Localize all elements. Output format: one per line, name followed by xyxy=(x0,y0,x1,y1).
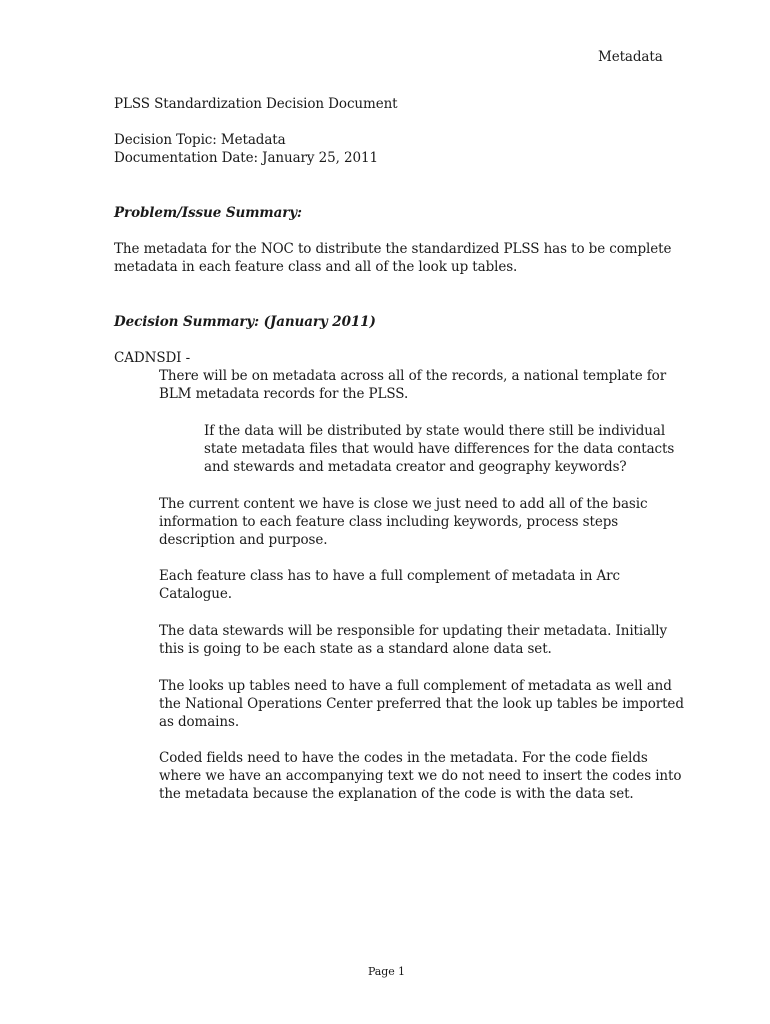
decision-paragraph-1 xyxy=(159,367,666,403)
decision-paragraph-6 xyxy=(159,749,681,804)
paragraph-line: The current content we have is close we just need to add all of the basic xyxy=(159,496,648,512)
paragraph-line: description and purpose. xyxy=(159,532,328,549)
paragraph-line: state metadata files that would have differences for the data contacts xyxy=(204,441,675,458)
problem-paragraph xyxy=(114,240,671,276)
paragraph-line: where we have an accompanying text we do not need to insert the codes into xyxy=(159,768,682,785)
document-title: PLSS Standardization Decision Document xyxy=(114,96,398,112)
documentation-date: Documentation Date: January 25, 2011 xyxy=(114,150,378,166)
problem-heading: Problem/Issue Summary: xyxy=(114,205,302,221)
decision-topic: Decision Topic: Metadata xyxy=(114,132,286,148)
paragraph-line: If the data will be distributed by state would there still be individual xyxy=(204,423,666,439)
paragraph-line: BLM metadata records for the PLSS. xyxy=(159,386,409,403)
paragraph-line: the National Operations Center preferred that the look up tables be imported xyxy=(159,696,684,713)
paragraph-line: information to each feature class including keywords, process steps xyxy=(159,514,619,531)
decision-paragraph-3 xyxy=(159,567,620,603)
paragraph-line: The metadata for the NOC to distribute the standardized PLSS has to be complete xyxy=(114,241,672,257)
paragraph-line: Coded fields need to have the codes in the metadata. For the code fields xyxy=(159,750,648,766)
org-label: CADNSDI - xyxy=(114,350,191,366)
decision-subparagraph xyxy=(204,422,674,477)
paragraph-line: The looks up tables need to have a full complement of metadata as well and xyxy=(159,678,672,694)
decision-paragraph-5 xyxy=(159,677,684,732)
paragraph-line: this is going to be each state as a standard alone data set. xyxy=(159,641,552,658)
paragraph-line: as domains. xyxy=(159,714,240,731)
paragraph-line: The data stewards will be responsible for updating their metadata. Initially xyxy=(159,623,667,639)
paragraph-line: There will be on metadata across all of the records, a national template for xyxy=(159,368,667,384)
decision-heading: Decision Summary: (January 2011) xyxy=(114,314,376,330)
page-number: Page 1 xyxy=(368,965,405,978)
decision-paragraph-2 xyxy=(159,495,647,550)
paragraph-line: the metadata because the explanation of the code is with the data set. xyxy=(159,786,634,803)
paragraph-line: Each feature class has to have a full complement of metadata in Arc xyxy=(159,568,620,584)
paragraph-line: Catalogue. xyxy=(159,586,232,603)
running-header: Metadata xyxy=(598,49,663,65)
paragraph-line: and stewards and metadata creator and geography keywords? xyxy=(204,459,627,476)
decision-paragraph-4 xyxy=(159,622,667,658)
paragraph-line: metadata in each feature class and all of the look up tables. xyxy=(114,259,518,276)
